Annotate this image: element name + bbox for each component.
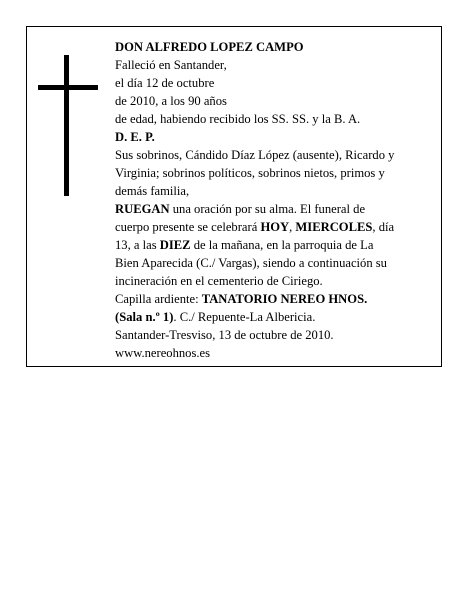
deceased-name: DON ALFREDO LOPEZ CAMPO — [115, 40, 304, 54]
ruegan-word: RUEGAN — [115, 202, 170, 216]
funeral-line-4: incineración en el cementerio de Ciriego. — [115, 274, 323, 288]
dep-line: D. E. P. — [115, 130, 155, 144]
funeral-comma: , — [289, 220, 296, 234]
obituary-text — [115, 38, 425, 362]
latin-cross-icon — [64, 55, 69, 196]
chapel-line — [115, 290, 425, 308]
place-date-line: Santander-Tresviso, 13 de octubre de 2010. — [115, 328, 334, 342]
death-year-age: de 2010, a los 90 años — [115, 94, 227, 108]
family-line-3: demás familia, — [115, 184, 190, 198]
funeral-line-1-text: cuerpo presente se celebrará — [115, 220, 261, 234]
latin-cross-icon-crossbar — [38, 85, 98, 90]
ruegan-rest: una oración por su alma. El funeral de — [169, 202, 366, 216]
funeral-line-1 — [115, 218, 425, 236]
death-place: Falleció en Santander, — [115, 58, 227, 72]
death-date: el día 12 de octubre — [115, 76, 215, 90]
sala-line — [115, 308, 425, 326]
funeral-line-3: Bien Aparecida (C./ Vargas), siendo a continuación su — [115, 256, 387, 270]
sacraments-line: de edad, habiendo recibido los SS. SS. y la B. A. — [115, 112, 361, 126]
sala-number: (Sala n.º 1) — [115, 310, 174, 324]
funeral-day: MIERCOLES — [295, 220, 373, 234]
funeral-line-2 — [115, 236, 425, 254]
ruegan-line — [115, 200, 425, 218]
funeral-line-1-end: , día — [372, 220, 395, 234]
funeral-line-2-end: de la mañana, en la parroquia de La — [190, 238, 374, 252]
family-line-1: Sus sobrinos, Cándido Díaz López (ausente), Ricardo y — [115, 148, 395, 162]
chapel-label: Capilla ardiente: — [115, 292, 202, 306]
website-line: www.nereohnos.es — [115, 346, 211, 360]
family-line-2: Virginia; sobrinos políticos, sobrinos nietos, primos y — [115, 166, 385, 180]
funeral-hoy: HOY — [260, 220, 290, 234]
sala-address: . C./ Repuente-La Albericia. — [173, 310, 316, 324]
funeral-diez: DIEZ — [159, 238, 191, 252]
chapel-name: TANATORIO NEREO HNOS. — [201, 292, 368, 306]
funeral-line-2-text: 13, a las — [115, 238, 160, 252]
